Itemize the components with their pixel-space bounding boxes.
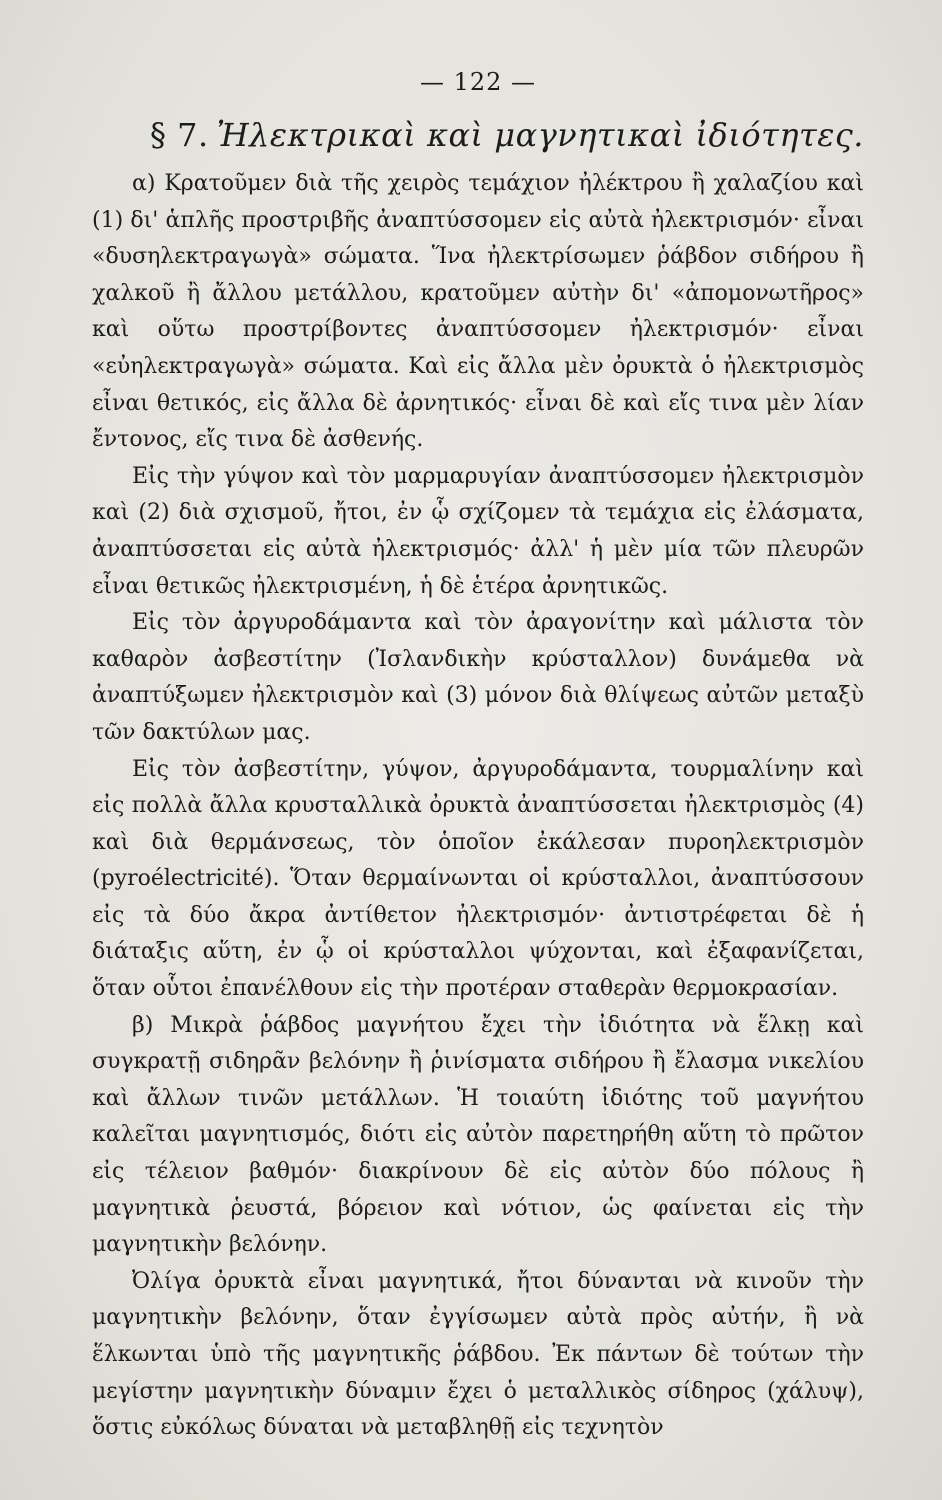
paragraph-electric-pressure: Εἰς τὸν ἀργυροδάμαντα καὶ τὸν ἀραγονίτην καὶ μάλιστα τὸν καθαρὸν ἀσβεστίτην (Ἰσλανδικὴν κρύσταλλον) δυνάμεθα νὰ ἀναπτύξωμεν ἠλεκτρισμὸν καὶ (3) μόνον διὰ θλίψεως αὐτῶν μεταξὺ τῶν δακτύλων μας. [92, 610, 864, 745]
paragraph-electric-friction: α) Κρατοῦμεν διὰ τῆς χειρὸς τεμάχιον ἠλέκτρου ἢ χαλαζίου καὶ (1) δι' ἁπλῆς προστριβῆς ἀναπτύσσομεν εἰς αὐτὰ ἠλεκτρισμόν· εἶναι «δυσηλεκτραγωγὰ» σώματα. Ἵνα ἠλεκτρίσωμεν ῥάβδον σιδήρου ἢ χαλκοῦ ἢ ἄλλου μετάλλου, κρατοῦμεν αὐτὴν δι' «ἀπομονωτῆρος» καὶ οὕτω προστρίβοντες ἀναπτύσσομεν ἠλεκτρισμόν· εἶναι «εὐηλεκτραγωγὰ» σώματα. Καὶ εἰς ἄλλα μὲν ὀρυκτὰ ὁ ἠλεκτρισμὸς εἶναι θετικός, εἰς ἄλλα δὲ ἀρνητικός· εἶναι δὲ καὶ εἴς τινα μὲν λίαν ἔντονος, εἴς τινα δὲ ἀσθενής. [92, 171, 864, 453]
paragraph-pyroelectricity: Εἰς τὸν ἀσβεστίτην, γύψον, ἀργυροδάμαντα, τουρμαλίνην καὶ εἰς πολλὰ ἄλλα κρυσταλλικὰ ὀρυκτὰ ἀναπτύσσεται ἠλεκτρισμὸς (4) καὶ διὰ θερμάνσεως, τὸν ὁποῖον ἐκάλεσαν πυροηλεκτρισμὸν (pyroélectricité). Ὅταν θερμαίνωνται οἱ κρύσταλλοι, ἀναπτύσσουν εἰς τὰ δύο ἄκρα ἀντίθετον ἠλεκτρισμόν· ἀντιστρέφεται δὲ ἡ διάταξις αὕτη, ἐν ᾧ οἱ κρύσταλλοι ψύχονται, καὶ ἐξαφανίζεται, ὅταν οὗτοι ἐπανέλθουν εἰς τὴν προτέραν σταθερὰν θερμοκρασίαν. [92, 756, 864, 1002]
section-title: Ἠλεκτρικαὶ καὶ μαγνητικαὶ ἰδιότητες. [216, 116, 864, 154]
page-number: — 122 — [419, 68, 537, 96]
paragraph-electric-cleavage: Εἰς τὴν γύψον καὶ τὸν μαρμαρυγίαν ἀναπτύσσομεν ἠλεκτρισμὸν καὶ (2) διὰ σχισμοῦ, ἤτοι, ἐν ᾧ σχίζομεν τὰ τεμάχια εἰς ἐλάσματα, ἀναπτύσσεται εἰς αὐτὰ ἠλεκτρισμός· ἀλλ' ἡ μὲν μία τῶν πλευρῶν εἶναι θετικῶς ἠλεκτρισμένη, ἡ δὲ ἑτέρα ἀρνητικῶς. [92, 463, 864, 599]
section-mark: § 7. [150, 116, 209, 154]
section-heading [92, 116, 864, 154]
paragraph-magnetism: β) Μικρὰ ῥάβδος μαγνήτου ἔχει τὴν ἰδιότητα νὰ ἕλκῃ καὶ συγκρατῇ σιδηρᾶν βελόνην ἢ ῥινίσματα σιδήρου ἢ ἔλασμα νικελίου καὶ ἄλλων τινῶν μετάλλων. Ἡ τοιαύτη ἰδιότης τοῦ μαγνήτου καλεῖται μαγνητισμός, διότι εἰς αὐτὸν παρετηρήθη αὕτη τὸ πρῶτον εἰς τέλειον βαθμόν· διακρίνουν δὲ εἰς αὐτὸν δύο πόλους ἢ μαγνητικὰ ῥευστά, βόρειον καὶ νότιον, ὡς φαίνεται εἰς τὴν μαγνητικὴν βελόνην. [92, 1012, 864, 1258]
paragraph-magnetic-minerals: Ὀλίγα ὀρυκτὰ εἶναι μαγνητικά, ἤτοι δύνανται νὰ κινοῦν τὴν μαγνητικὴν βελόνην, ὅταν ἐγγίσωμεν αὐτὰ πρὸς αὐτήν, ἢ νὰ ἕλκωνται ὑπὸ τῆς μαγνητικῆς ῥάβδου. Ἐκ πάντων δὲ τούτων τὴν μεγίστην μαγνητικὴν δύναμιν ἔχει ὁ μεταλλικὸς σίδηρος (χάλυψ), ὅστις εὐκόλως δύναται νὰ μεταβληθῇ εἰς τεχνητὸν [92, 1268, 864, 1441]
